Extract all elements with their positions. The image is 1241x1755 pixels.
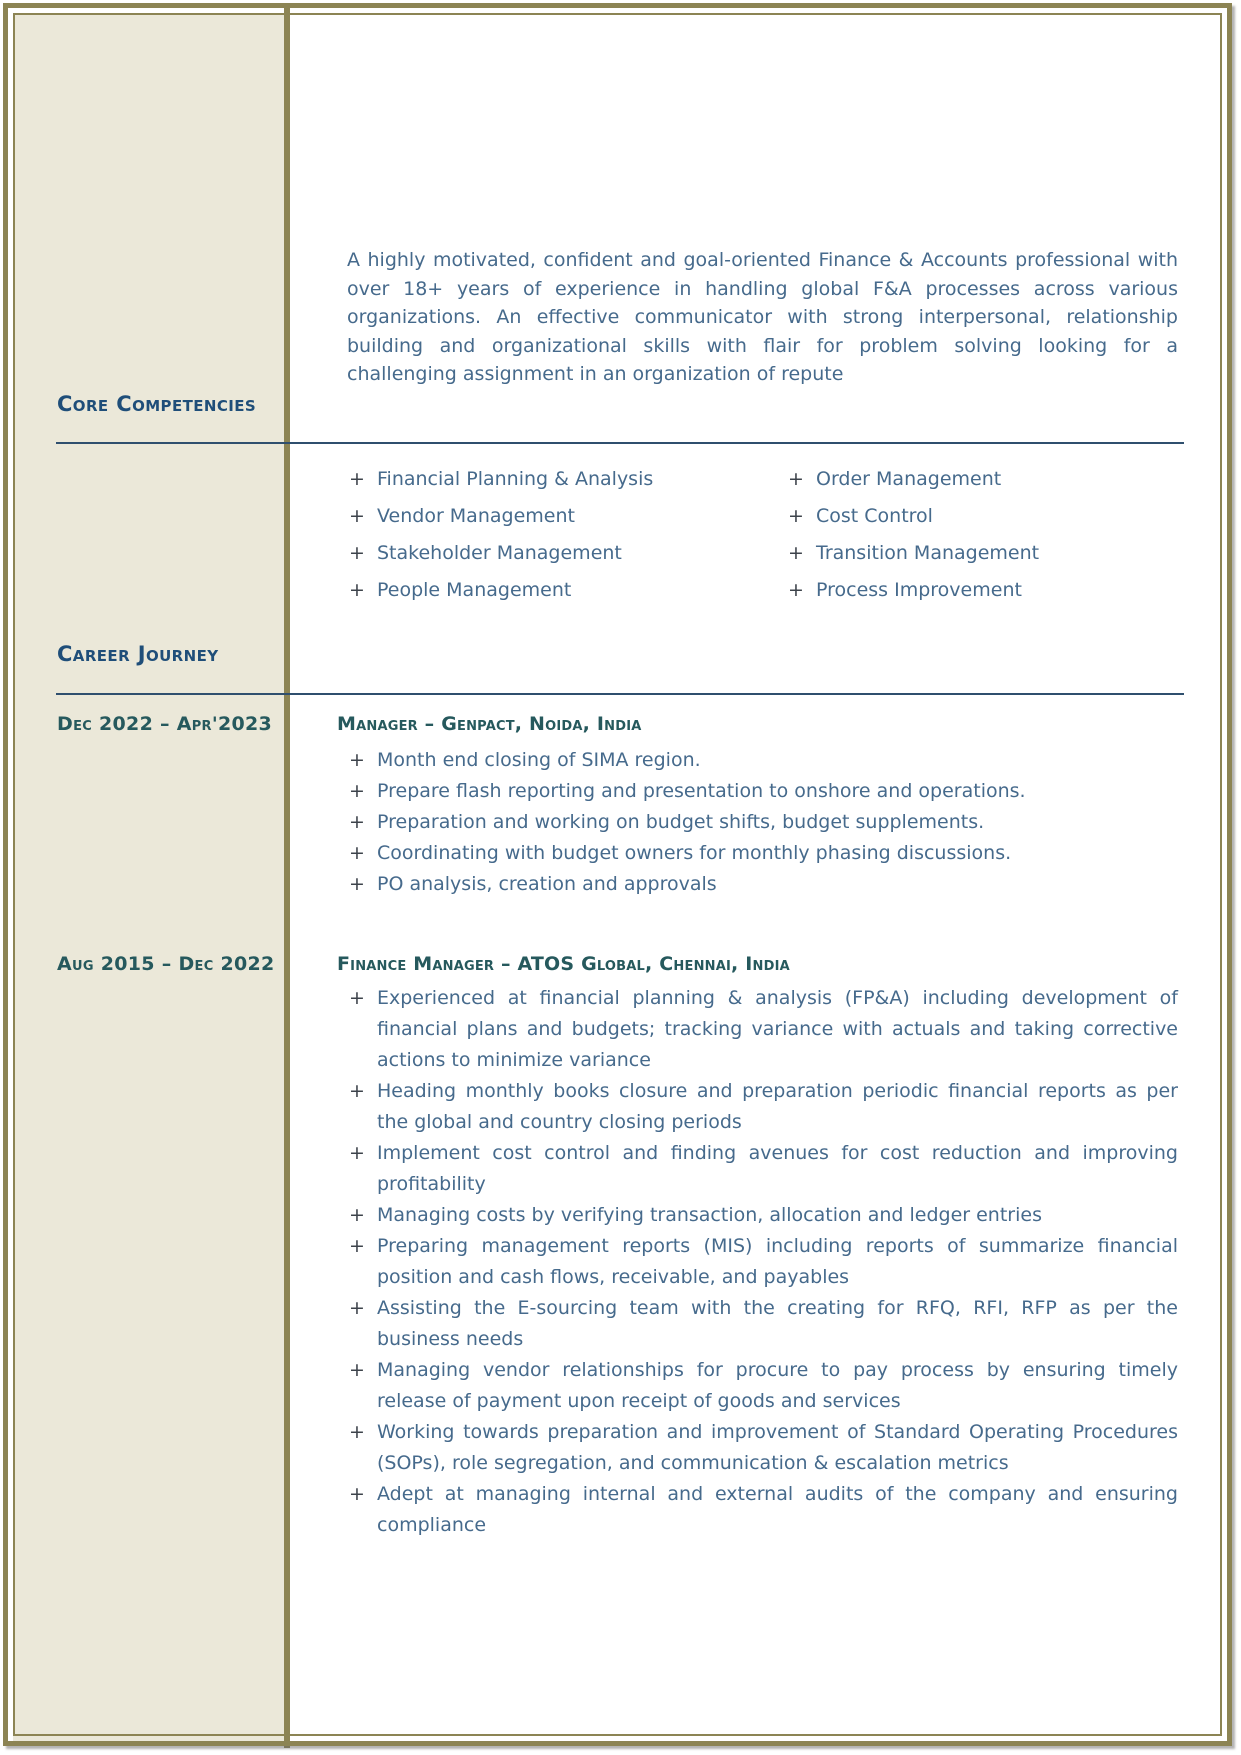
plus-bullet-icon: +: [349, 579, 365, 601]
list-item-text: Process Improvement: [816, 579, 1022, 601]
plus-bullet-icon: +: [349, 1204, 365, 1226]
list-item: [779, 498, 1190, 535]
list-item-text: Vendor Management: [377, 505, 575, 527]
list-item: [340, 461, 779, 498]
list-item: [340, 869, 1178, 900]
list-item-text: Stakeholder Management: [377, 542, 622, 564]
list-item: [779, 572, 1190, 609]
list-item: [340, 1231, 1178, 1293]
list-item: [340, 498, 779, 535]
list-item: [340, 1200, 1178, 1231]
list-item: [340, 1355, 1178, 1417]
list-item-text: Experienced at financial planning & analysis (FP&A) including development of financial plans and budgets; tracking variance with actuals and taking corrective actions to minimize variance: [377, 987, 1178, 1071]
plus-bullet-icon: +: [349, 987, 365, 1009]
plus-bullet-icon: +: [349, 1359, 365, 1381]
list-item-text: Implement cost control and finding avenues for cost reduction and improving profitability: [377, 1142, 1178, 1195]
plus-bullet-icon: +: [349, 1297, 365, 1319]
list-item-text: Order Management: [816, 468, 1002, 490]
list-item: [340, 1293, 1178, 1355]
competency-column-right: [779, 461, 1190, 609]
list-item: [340, 807, 1178, 838]
list-item-text: Preparing management reports (MIS) including reports of summarize financial position and cash flows, receivable, and payables: [377, 1235, 1178, 1288]
job-title: Manager – Genpact, Noida, India: [337, 713, 642, 735]
section-divider-line: [56, 693, 1184, 695]
list-item-text: People Management: [377, 579, 572, 601]
job-dates: Dec 2022 – Apr'2023: [57, 713, 273, 735]
list-item-text: Month end closing of SIMA region.: [377, 749, 701, 771]
plus-bullet-icon: +: [349, 505, 365, 527]
list-item-text: Preparation and working on budget shifts, budget supplements.: [377, 811, 985, 833]
core-competencies-list: [340, 461, 1190, 609]
list-item-text: Prepare flash reporting and presentation to onshore and operations.: [377, 780, 1026, 802]
list-item-text: Heading monthly books closure and preparation periodic financial reports as per the global and country closing periods: [377, 1080, 1178, 1133]
list-item-text: Transition Management: [816, 542, 1040, 564]
list-item: [340, 745, 1178, 776]
plus-bullet-icon: +: [349, 1421, 365, 1443]
job-bullet-list: [340, 745, 1178, 900]
list-item: [340, 776, 1178, 807]
job-dates: Aug 2015 – Dec 2022: [57, 953, 275, 975]
list-item-text: Managing vendor relationships for procure to pay process by ensuring timely release of payment upon receipt of goods and services: [377, 1359, 1178, 1412]
section-divider-line: [56, 442, 1184, 444]
profile-summary: A highly motivated, confident and goal-oriented Finance & Accounts professional with over 18+ years of experience in handling global F&A processes across various organizations. An effective communicator with strong interpersonal, relationship building and organizational skills with flair for problem solving looking for a challenging assignment in an organization of repute: [347, 249, 1178, 385]
plus-bullet-icon: +: [349, 842, 365, 864]
list-item-text: Cost Control: [816, 505, 933, 527]
list-item-text: Adept at managing internal and external audits of the company and ensuring compliance: [377, 1483, 1178, 1536]
list-item: [340, 983, 1178, 1076]
plus-bullet-icon: +: [349, 811, 365, 833]
list-item: [779, 461, 1190, 498]
plus-bullet-icon: +: [349, 1235, 365, 1257]
plus-bullet-icon: +: [349, 1142, 365, 1164]
list-item: [340, 838, 1178, 869]
list-item-text: Working towards preparation and improvement of Standard Operating Procedures (SOPs), role segregation, and communication & escalation metrics: [377, 1421, 1178, 1474]
plus-bullet-icon: +: [788, 542, 804, 564]
plus-bullet-icon: +: [349, 749, 365, 771]
plus-bullet-icon: +: [349, 468, 365, 490]
plus-bullet-icon: +: [349, 1483, 365, 1505]
job-title: Finance Manager – ATOS Global, Chennai, India: [337, 953, 790, 975]
list-item: [340, 1417, 1178, 1479]
list-item-text: PO analysis, creation and approvals: [377, 873, 717, 895]
list-item-text: Managing costs by verifying transaction, allocation and ledger entries: [377, 1204, 1042, 1226]
competency-column-left: [340, 461, 779, 609]
plus-bullet-icon: +: [349, 780, 365, 802]
list-item: [340, 572, 779, 609]
job-bullet-list: [340, 983, 1178, 1541]
list-item-text: Coordinating with budget owners for monthly phasing discussions.: [377, 842, 1012, 864]
plus-bullet-icon: +: [788, 505, 804, 527]
list-item: [340, 535, 779, 572]
list-item: [340, 1076, 1178, 1138]
plus-bullet-icon: +: [349, 542, 365, 564]
career-journey-heading: Career Journey: [57, 642, 219, 666]
list-item-text: Financial Planning & Analysis: [377, 468, 654, 490]
plus-bullet-icon: +: [349, 873, 365, 895]
list-item-text: Assisting the E-sourcing team with the creating for RFQ, RFI, RFP as per the business needs: [377, 1297, 1178, 1350]
list-item: [340, 1138, 1178, 1200]
plus-bullet-icon: +: [788, 468, 804, 490]
plus-bullet-icon: +: [349, 1080, 365, 1102]
list-item: [340, 1479, 1178, 1541]
list-item: [779, 535, 1190, 572]
plus-bullet-icon: +: [788, 579, 804, 601]
core-competencies-heading: Core Competencies: [57, 392, 257, 416]
